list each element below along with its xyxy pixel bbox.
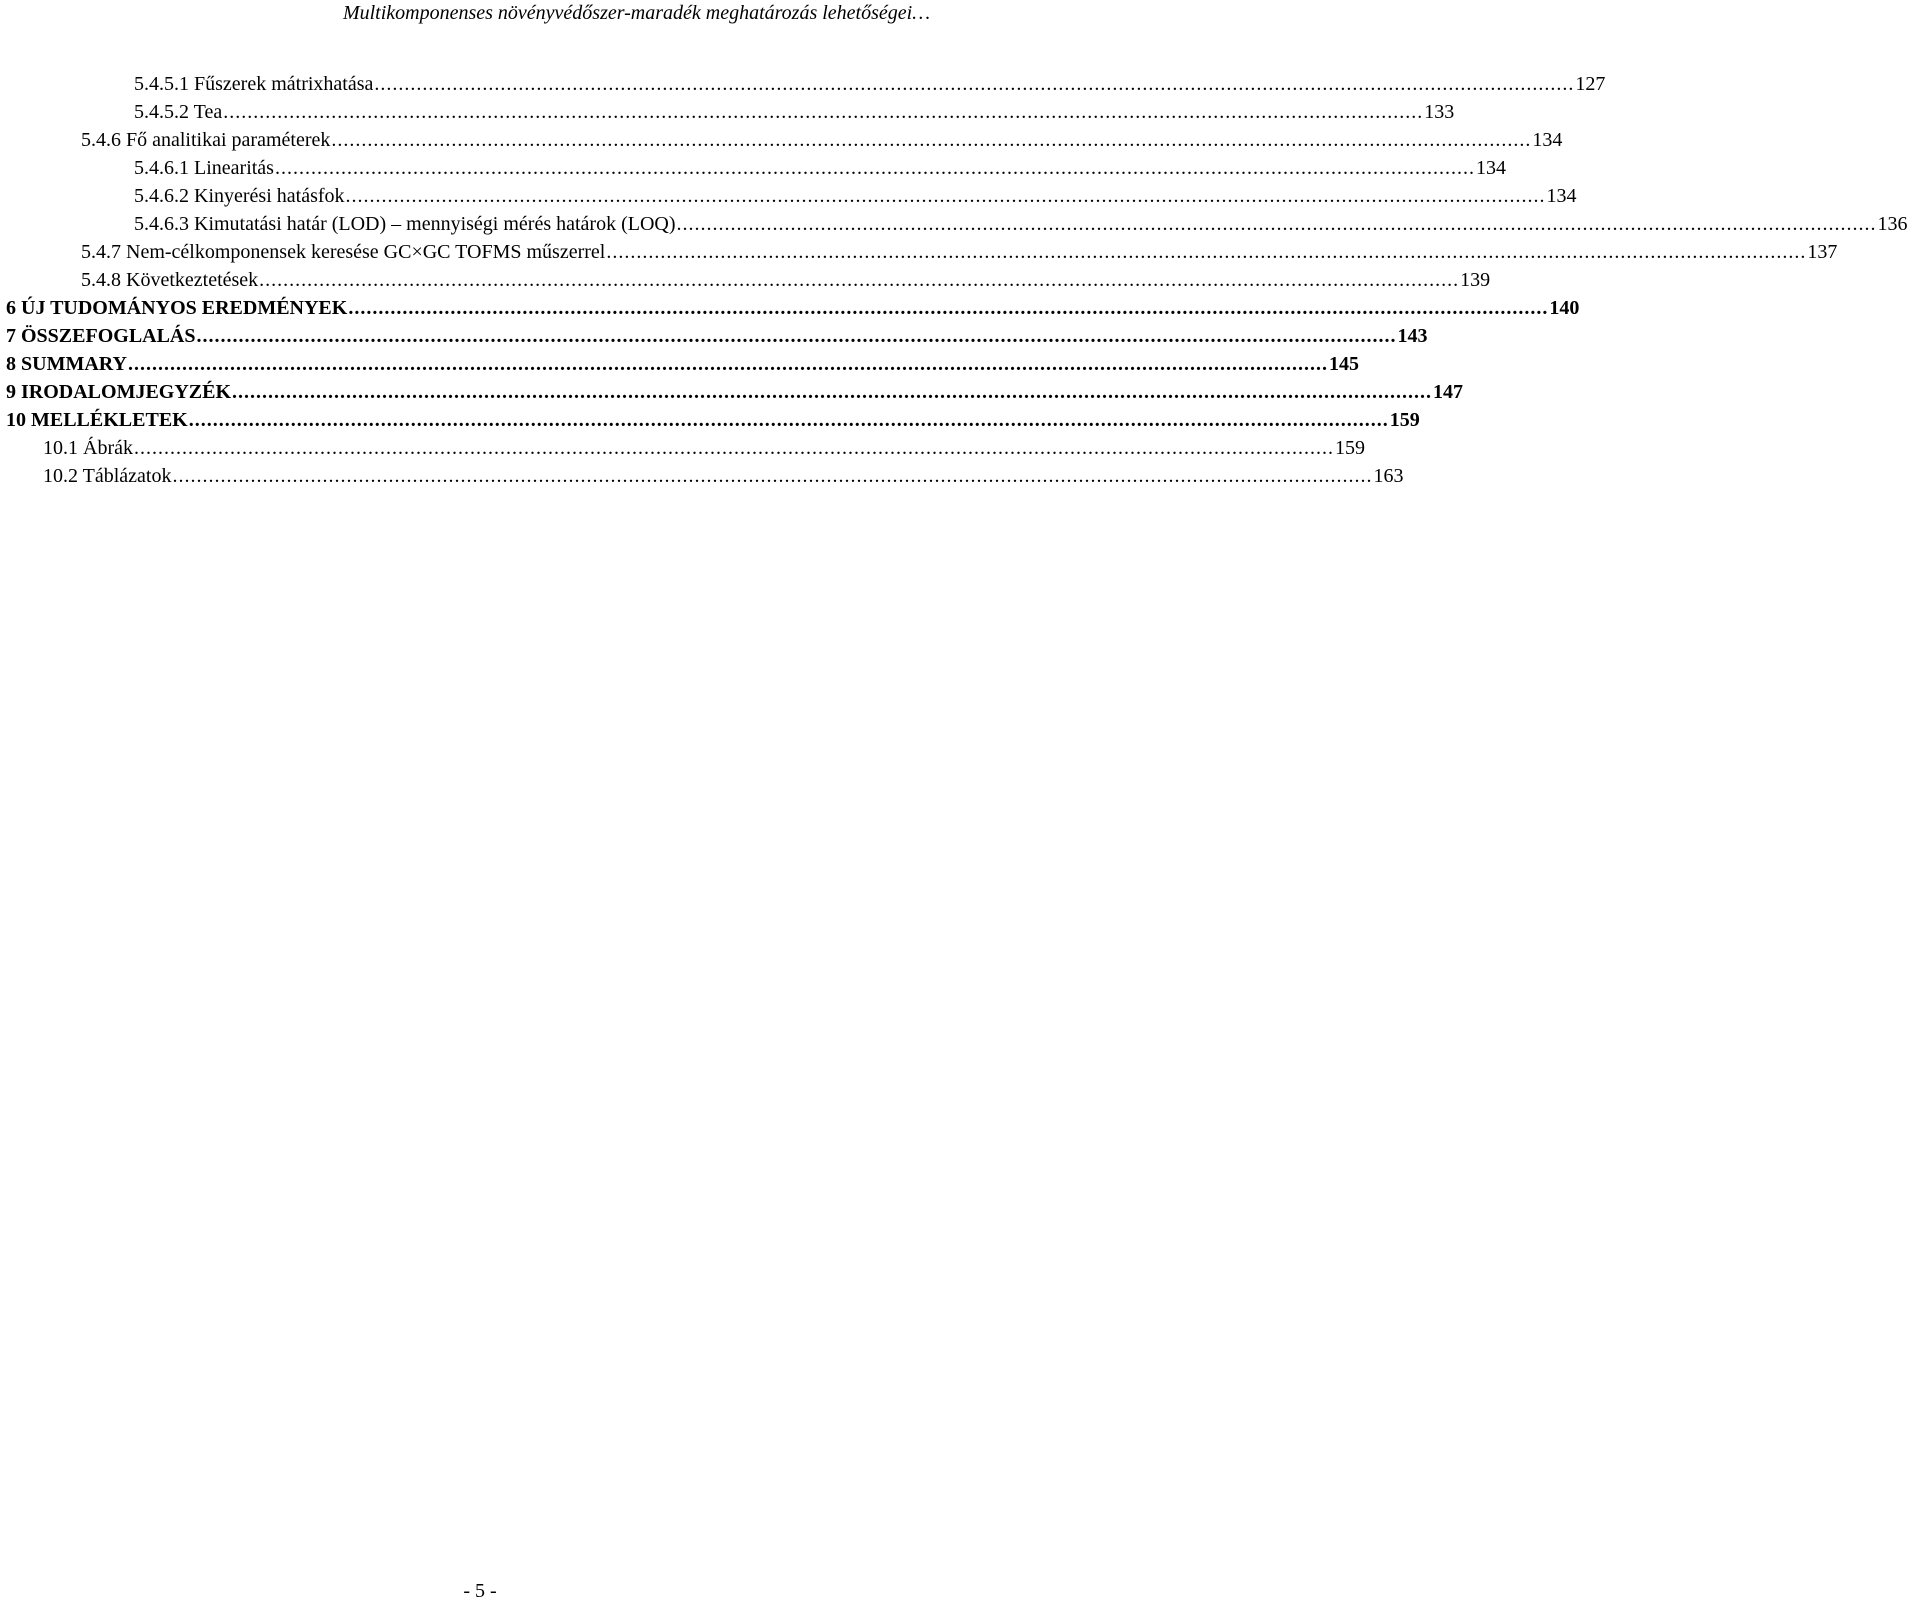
toc-entry-label: 9 IRODALOMJEGYZÉK bbox=[6, 381, 232, 403]
toc-entry[interactable] bbox=[43, 465, 1404, 493]
toc-entry-label: 5.4.5.2 Tea bbox=[134, 101, 223, 123]
toc-entry[interactable] bbox=[81, 269, 1491, 297]
toc-entry-label: 5.4.6.3 Kimutatási határ (LOD) – mennyiségi mérés határok (LOQ) bbox=[134, 213, 676, 235]
toc-entry-page: 159 bbox=[1334, 437, 1365, 459]
dot-leader: ........................................................................................................................................................................................................ bbox=[133, 437, 1334, 459]
toc-entry[interactable] bbox=[43, 437, 1365, 465]
dot-leader: ........................................................................................................................................................................................................ bbox=[374, 73, 1575, 95]
dot-leader: ........................................................................................................................................................................................................ bbox=[223, 101, 1424, 123]
toc-entry[interactable] bbox=[134, 73, 1606, 101]
running-header: Multikomponenses növényvédőszer-maradék meghatározás lehetőségei… bbox=[342, 2, 930, 24]
dot-leader: ........................................................................................................................................................................................................ bbox=[345, 185, 1546, 207]
toc-entry[interactable] bbox=[6, 409, 1420, 437]
toc-entry[interactable] bbox=[6, 353, 1359, 381]
toc-entry-label: 5.4.6.1 Linearitás bbox=[134, 157, 274, 179]
toc-entry-label: 5.4.6 Fő analitikai paraméterek bbox=[81, 129, 331, 151]
toc-entry-page: 134 bbox=[1546, 185, 1577, 207]
toc-entry[interactable] bbox=[134, 185, 1577, 213]
toc-entry-label: 5.4.5.1 Fűszerek mátrixhatása bbox=[134, 73, 374, 95]
dot-leader: ........................................................................................................................................................................................................ bbox=[196, 325, 1397, 347]
toc-entry[interactable] bbox=[6, 297, 1580, 325]
toc-entry-page: 134 bbox=[1532, 129, 1563, 151]
toc-entry-label: 6 ÚJ TUDOMÁNYOS EREDMÉNYEK bbox=[6, 297, 348, 319]
page-number: - 5 - bbox=[463, 1580, 497, 1602]
toc-entry-page: 134 bbox=[1475, 157, 1506, 179]
dot-leader: ........................................................................................................................................................................................................ bbox=[274, 157, 1475, 179]
toc-entry-label: 10 MELLÉKLETEK bbox=[6, 409, 188, 431]
toc-entry[interactable] bbox=[134, 157, 1506, 185]
toc-entry-page: 136 bbox=[1877, 213, 1908, 235]
toc-entry[interactable] bbox=[6, 325, 1428, 353]
toc-entry-label: 5.4.7 Nem-célkomponensek keresése GC×GC TOFMS műszerrel bbox=[81, 241, 606, 263]
dot-leader: ........................................................................................................................................................................................................ bbox=[188, 409, 1389, 431]
dot-leader: ........................................................................................................................................................................................................ bbox=[172, 465, 1373, 487]
toc-entry-label: 5.4.6.2 Kinyerési hatásfok bbox=[134, 185, 345, 207]
toc-entry[interactable] bbox=[6, 381, 1464, 409]
toc-entry-label: 10.1 Ábrák bbox=[43, 437, 133, 459]
toc-entry[interactable] bbox=[81, 241, 1838, 269]
toc-entry-page: 145 bbox=[1328, 353, 1359, 375]
dot-leader: ........................................................................................................................................................................................................ bbox=[232, 381, 1433, 403]
dot-leader: ........................................................................................................................................................................................................ bbox=[606, 241, 1807, 263]
dot-leader: ........................................................................................................................................................................................................ bbox=[676, 213, 1877, 235]
toc-entry-page: 137 bbox=[1807, 241, 1838, 263]
toc-entry-page: 139 bbox=[1460, 269, 1491, 291]
dot-leader: ........................................................................................................................................................................................................ bbox=[127, 353, 1328, 375]
toc-entry-page: 163 bbox=[1373, 465, 1404, 487]
toc-entry-page: 133 bbox=[1424, 101, 1455, 123]
dot-leader: ........................................................................................................................................................................................................ bbox=[331, 129, 1532, 151]
toc-entry-page: 147 bbox=[1433, 381, 1464, 403]
toc-entry[interactable] bbox=[134, 101, 1455, 129]
toc-entry[interactable] bbox=[81, 129, 1563, 157]
dot-leader: ........................................................................................................................................................................................................ bbox=[259, 269, 1460, 291]
toc-entry-label: 10.2 Táblázatok bbox=[43, 465, 172, 487]
toc-entry-label: 5.4.8 Következtetések bbox=[81, 269, 259, 291]
toc-entry-label: 7 ÖSSZEFOGLALÁS bbox=[6, 325, 196, 347]
toc-entry-page: 140 bbox=[1549, 297, 1580, 319]
toc-entry-page: 159 bbox=[1389, 409, 1420, 431]
toc-entry-label: 8 SUMMARY bbox=[6, 353, 127, 375]
toc-entry-page: 143 bbox=[1397, 325, 1428, 347]
toc-entry[interactable] bbox=[134, 213, 1908, 241]
dot-leader: ........................................................................................................................................................................................................ bbox=[348, 297, 1549, 319]
toc-entry-page: 127 bbox=[1575, 73, 1606, 95]
